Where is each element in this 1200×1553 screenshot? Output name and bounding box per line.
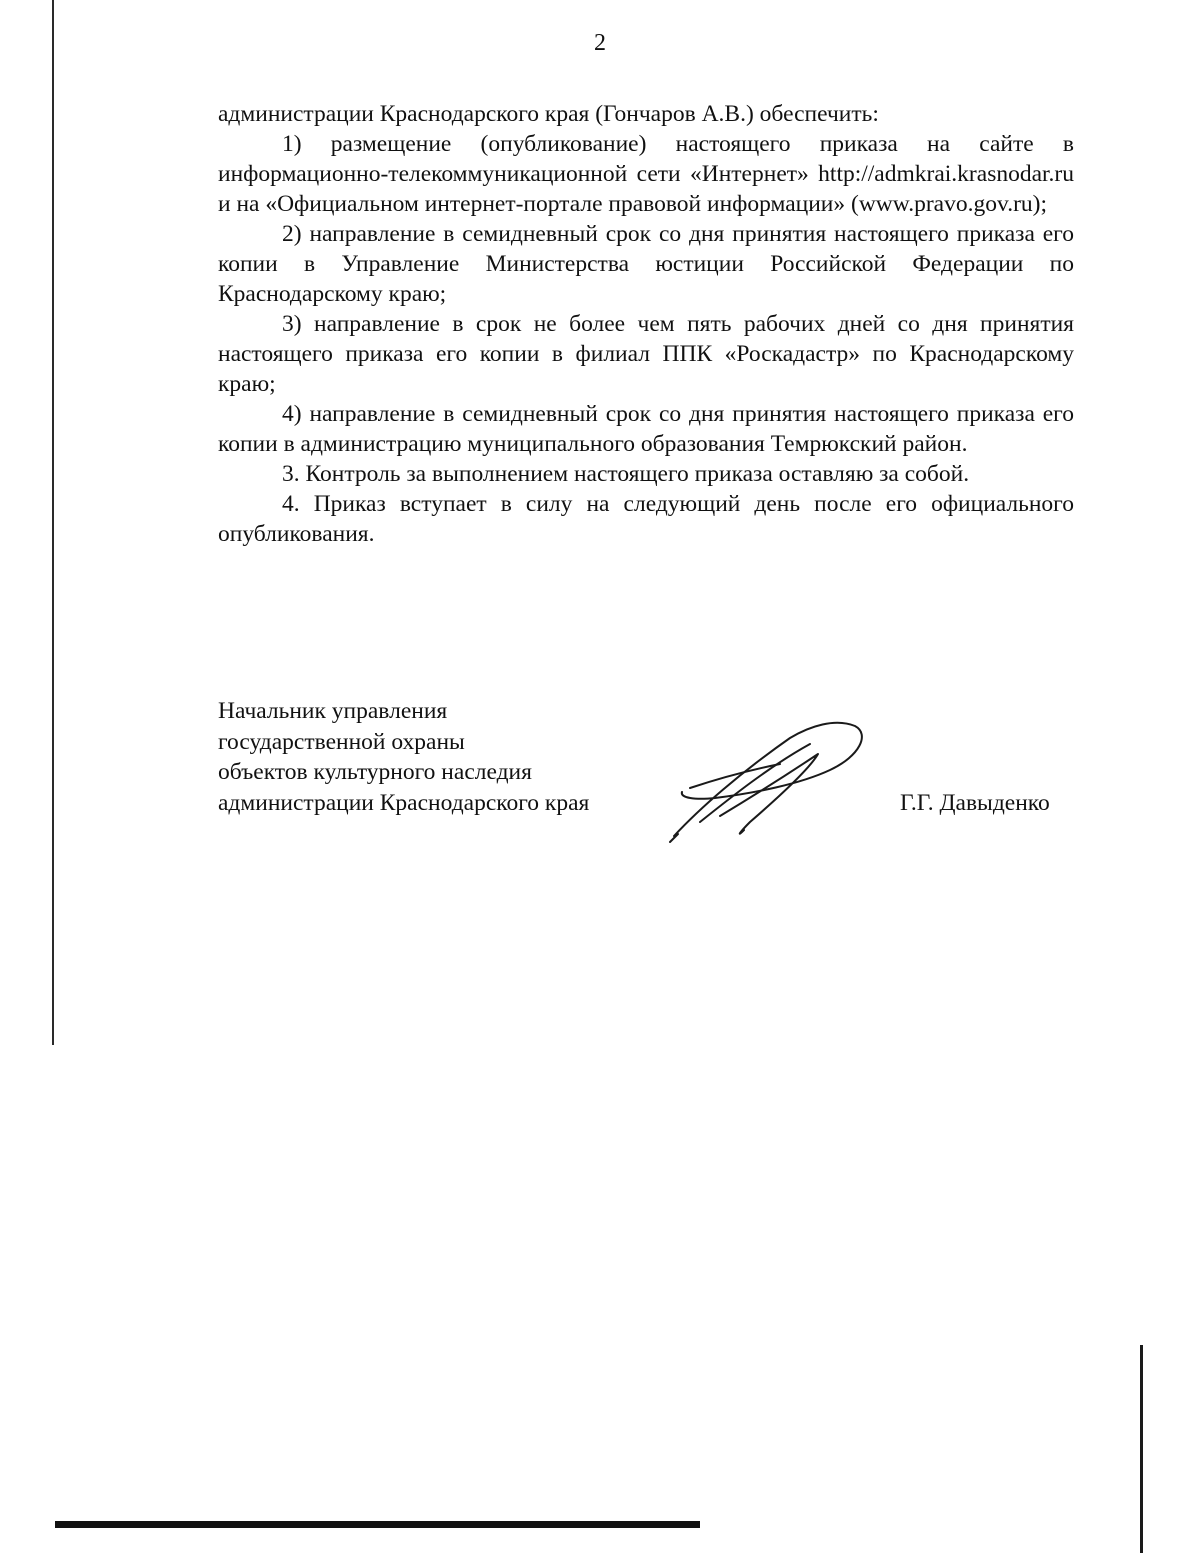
position-line: Начальник управления: [218, 698, 448, 724]
scan-edge-bottom: [55, 1521, 700, 1528]
page-number: 2: [594, 30, 606, 56]
position-line: объектов культурного наследия: [218, 759, 532, 785]
position-line: государственной охраны: [218, 728, 465, 755]
scan-edge-left: [52, 0, 54, 1045]
document-body: [218, 99, 1074, 549]
paragraph-item-2: 2) направление в семидневный срок со дня принятия настоящего приказа его копии в Управление Министерства юстиции Российской Федерации по Краснодарскому краю;: [218, 221, 1074, 307]
paragraph-item-4: 4) направление в семидневный срок со дня принятия настоящего приказа его копии в администрацию муниципального образования Темрюкский район.: [218, 401, 1074, 457]
paragraph-item-1: 1) размещение (опубликование) настоящего приказа на сайте в информационно-телекоммуникационной сети «Интернет» http://admkrai.krasnodar.ru и на «Официальном интернет-портале правовой информации» (www.pravo.gov.ru);: [218, 131, 1074, 217]
paragraph-point-3: 3. Контроль за выполнением настоящего приказа оставляю за собой.: [282, 461, 970, 487]
scan-edge-right: [1140, 1345, 1143, 1553]
position-line: администрации Краснодарского края: [218, 789, 590, 816]
handwritten-signature: [660, 718, 880, 848]
signer-name: Г.Г. Давыденко: [900, 790, 1050, 816]
paragraph-item-3: 3) направление в срок не более чем пять рабочих дней со дня принятия настоящего приказа его копии в филиал ППК «Роскадастр» по Краснодарскому краю;: [218, 311, 1074, 397]
paragraph-point-4: 4. Приказ вступает в силу на следующий день после его официального опубликования.: [218, 491, 1074, 547]
signatory-position: [218, 696, 589, 818]
paragraph-continuation: администрации Краснодарского края (Гончаров А.В.) обеспечить:: [218, 101, 879, 127]
